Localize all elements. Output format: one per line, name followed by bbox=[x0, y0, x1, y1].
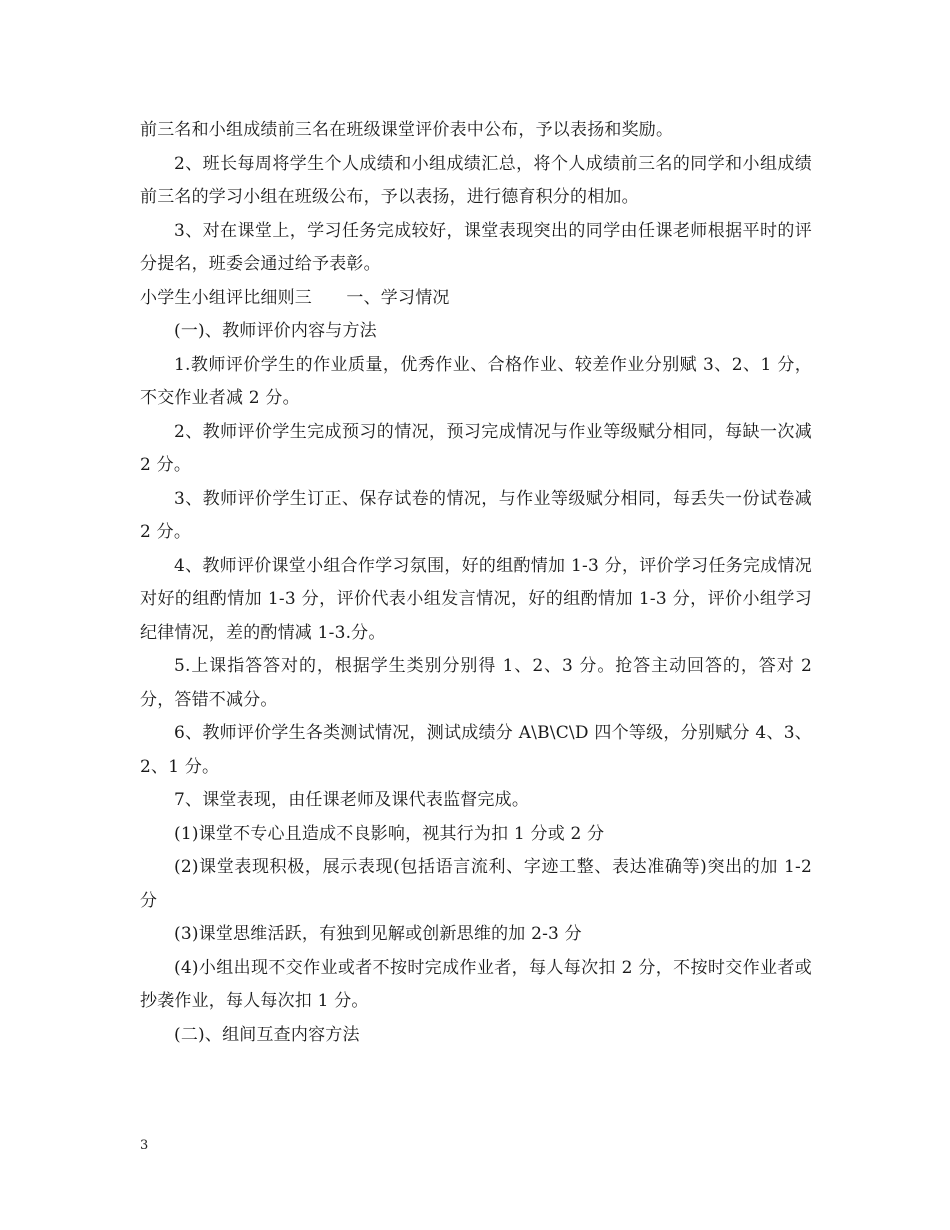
paragraph: 5.上课指答答对的，根据学生类别分别得 1、2、3 分。抢答主动回答的，答对 2 分，答错不减分。 bbox=[140, 656, 812, 710]
list-item: (3)课堂思维活跃，有独到见解或创新思维的加 2-3 分 bbox=[174, 924, 582, 944]
paragraph: 3、教师评价学生订正、保存试卷的情况，与作业等级赋分相同，每丢失一份试卷减 2 分。 bbox=[140, 488, 812, 542]
page-number: 3 bbox=[140, 1138, 149, 1153]
list-item: (2)课堂表现积极，展示表现(包括语言流利、字迹工整、表达准确等)突出的加 1-2 分 bbox=[140, 857, 812, 911]
paragraph: 7、课堂表现，由任课老师及课代表监督完成。 bbox=[174, 790, 530, 810]
paragraph: 4、教师评价课堂小组合作学习氛围，好的组酌情加 1-3 分，评价学习任务完成情况对好的组酌情加 1-3 分，评价代表小组发言情况，好的组酌情加 1-3 分，评价小组学习纪律情况，差的酌情减 1-3.分。 bbox=[140, 555, 812, 643]
document-body bbox=[140, 114, 812, 1052]
paragraph: 2、班长每周将学生个人成绩和小组成绩汇总，将个人成绩前三名的同学和小组成绩前三名的学习小组在班级公布，予以表扬，进行德育积分的相加。 bbox=[140, 153, 812, 207]
section-heading: 小学生小组评比细则三 一、学习情况 bbox=[140, 287, 450, 308]
paragraph: 2、教师评价学生完成预习的情况，预习完成情况与作业等级赋分相同，每缺一次减 2 分。 bbox=[140, 421, 812, 475]
subsection-heading: (一)、教师评价内容与方法 bbox=[174, 321, 377, 341]
list-item: (1)课堂不专心且造成不良影响，视其行为扣 1 分或 2 分 bbox=[174, 823, 605, 844]
paragraph: 前三名和小组成绩前三名在班级课堂评价表中公布，予以表扬和奖励。 bbox=[140, 120, 674, 140]
paragraph: 1.教师评价学生的作业质量，优秀作业、合格作业、较差作业分别赋 3、2、1 分，不交作业者减 2 分。 bbox=[140, 354, 812, 408]
paragraph: 3、对在课堂上，学习任务完成较好，课堂表现突出的同学由任课老师根据平时的评分提名，班委会通过给予表彰。 bbox=[140, 220, 812, 274]
subsection-heading: (二)、组间互查内容方法 bbox=[174, 1024, 360, 1045]
list-item: (4)小组出现不交作业或者不按时完成作业者，每人每次扣 2 分，不按时交作业者或抄袭作业，每人每次扣 1 分。 bbox=[140, 957, 812, 1011]
paragraph: 6、教师评价学生各类测试情况，测试成绩分 A\B\C\D 四个等级，分别赋分 4、3、2、1 分。 bbox=[140, 723, 812, 777]
